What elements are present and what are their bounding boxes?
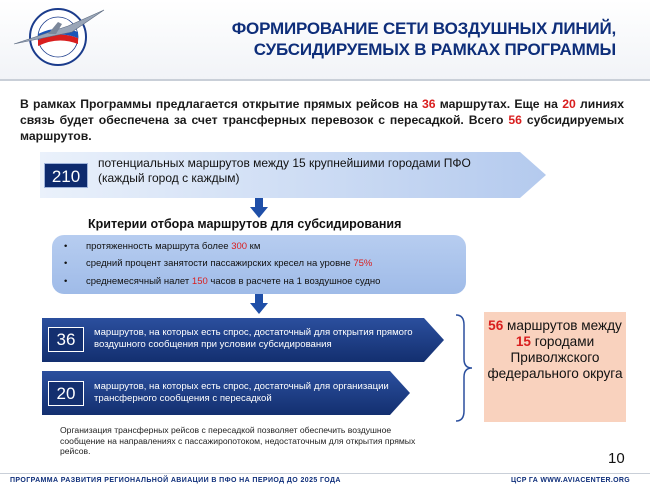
bullet: • <box>64 241 68 252</box>
page-title <box>196 18 616 60</box>
bullet: • <box>64 276 68 287</box>
criteria-item-text: протяженность маршрута более <box>86 241 232 252</box>
intro-text-part3: линиях связь будет обеспечена за счет трансферных перевозок с пересадкой. Всего <box>20 97 624 127</box>
potential-routes-text: потенциальных маршрутов между 15 крупнейшими городами ПФО (каждый город с каждым) <box>98 156 471 185</box>
criteria-item-text-after: часов в расчете на 1 воздушное судно <box>207 276 381 287</box>
criteria-item <box>64 241 260 253</box>
organization-logo-icon <box>8 4 106 70</box>
down-arrow-icon <box>250 294 268 314</box>
curly-brace-icon <box>454 313 474 423</box>
direct-routes-text: маршрутов, на которых есть спрос, достаточный для открытия прямого воздушного сообщения при условии субсидирования <box>94 327 413 350</box>
result-city-count: 15 <box>515 334 531 349</box>
intro-transfer-count: 20 <box>562 97 576 111</box>
transfer-routes-count: 20 <box>48 381 84 406</box>
page-title-line2: СУБСИДИРУЕМЫХ В РАМКАХ ПРОГРАММЫ <box>253 40 616 59</box>
page-title-line1: ФОРМИРОВАНИЕ СЕТИ ВОЗДУШНЫХ ЛИНИЙ, <box>231 19 616 38</box>
criteria-title: Критерии отбора маршрутов для субсидирования <box>88 217 402 231</box>
result-box <box>484 312 626 422</box>
criteria-item <box>64 276 380 288</box>
criteria-item-text: средний процент занятости пассажирских кресел на уровне <box>86 258 354 269</box>
down-arrow-icon <box>250 198 268 218</box>
footer-program-name: ПРОГРАММА РАЗВИТИЯ РЕГИОНАЛЬНОЙ АВИАЦИИ В ПФО НА ПЕРИОД ДО 2025 ГОДА <box>10 477 341 484</box>
transfer-routes-text: маршрутов, на которых есть спрос, достаточный для организации трансферного сообщения с пересадкой <box>94 381 389 404</box>
criteria-item-value: 75% <box>353 258 373 269</box>
bullet: • <box>64 258 68 269</box>
intro-direct-count: 36 <box>421 97 436 111</box>
direct-routes-count: 36 <box>48 327 84 352</box>
result-text-part1: маршрутов между <box>503 318 622 333</box>
header-divider <box>0 79 650 81</box>
footer-website: ЦСР ГА WWW.AVIACENTER.ORG <box>510 477 630 484</box>
criteria-item <box>64 258 372 270</box>
page-number: 10 <box>608 450 625 467</box>
intro-text-part4: субсидируемых маршрутов. <box>20 113 624 143</box>
footnote-text: Организация трансферных рейсов с пересадкой позволяет обеспечить воздушное сообщение на направлениях с пассажиропотоком, недостаточным для открытия прямых рейсов. <box>60 425 416 456</box>
criteria-item-value: 150 <box>191 276 208 287</box>
intro-text-part1: В рамках Программы предлагается открытие прямых рейсов на <box>20 97 422 111</box>
criteria-item-text: среднемесячный налет <box>86 276 192 287</box>
footer-divider <box>0 473 650 474</box>
result-total-count: 56 <box>488 318 504 333</box>
intro-text-part2: маршрутах. Еще на <box>435 97 563 111</box>
intro-paragraph <box>20 96 624 144</box>
potential-routes-count: 210 <box>44 163 88 188</box>
criteria-item-text-after: км <box>247 241 261 252</box>
intro-total-count: 56 <box>508 113 522 127</box>
criteria-item-value: 300 <box>231 241 248 252</box>
result-text-part2: городами Приволжского федерального округа <box>487 334 623 381</box>
